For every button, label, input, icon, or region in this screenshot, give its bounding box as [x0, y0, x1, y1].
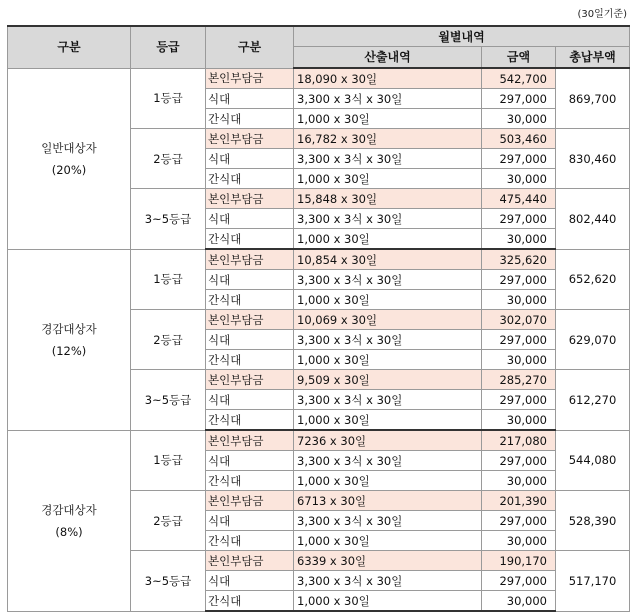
calc-cell: 1,000 x 30일 — [294, 471, 482, 491]
group-rate: (12%) — [51, 343, 87, 358]
item-cell: 간식대 — [206, 410, 294, 431]
amount-cell: 190,170 — [482, 551, 556, 571]
grade-cell: 2등급 — [131, 129, 206, 189]
total-cell: 830,460 — [556, 129, 630, 189]
calc-cell: 1,000 x 30일 — [294, 350, 482, 370]
item-cell: 식대 — [206, 511, 294, 531]
group-name: 경감대상자 — [41, 502, 97, 517]
header-calc: 산출내역 — [294, 47, 482, 69]
amount-cell: 30,000 — [482, 169, 556, 189]
calc-cell: 18,090 x 30일 — [294, 68, 482, 89]
item-cell: 본인부담금 — [206, 129, 294, 149]
calc-cell: 6713 x 30일 — [294, 491, 482, 511]
table-row — [8, 249, 630, 270]
calc-cell: 1,000 x 30일 — [294, 109, 482, 129]
grade-cell: 1등급 — [131, 249, 206, 310]
item-cell: 식대 — [206, 149, 294, 169]
group-rate: (8%) — [55, 524, 83, 539]
amount-cell: 297,000 — [482, 390, 556, 410]
amount-cell: 30,000 — [482, 591, 556, 612]
amount-cell: 297,000 — [482, 330, 556, 350]
header-total: 총납부액 — [556, 47, 630, 69]
amount-cell: 297,000 — [482, 451, 556, 471]
item-cell: 간식대 — [206, 471, 294, 491]
header-category: 구분 — [8, 26, 131, 68]
amount-cell: 217,080 — [482, 430, 556, 451]
amount-cell: 302,070 — [482, 310, 556, 330]
item-cell: 식대 — [206, 89, 294, 109]
item-cell: 간식대 — [206, 109, 294, 129]
amount-cell: 297,000 — [482, 571, 556, 591]
calc-cell: 1,000 x 30일 — [294, 229, 482, 250]
grade-cell: 2등급 — [131, 491, 206, 551]
group-rate: (20%) — [51, 162, 87, 177]
amount-cell: 503,460 — [482, 129, 556, 149]
item-cell: 본인부담금 — [206, 430, 294, 451]
calc-cell: 3,300 x 3식 x 30일 — [294, 390, 482, 410]
calc-cell: 1,000 x 30일 — [294, 169, 482, 189]
item-cell: 식대 — [206, 209, 294, 229]
item-cell: 식대 — [206, 270, 294, 290]
total-cell: 517,170 — [556, 551, 630, 612]
total-cell: 528,390 — [556, 491, 630, 551]
total-cell: 869,700 — [556, 68, 630, 129]
amount-cell: 30,000 — [482, 471, 556, 491]
calc-cell: 9,509 x 30일 — [294, 370, 482, 390]
calc-cell: 1,000 x 30일 — [294, 591, 482, 612]
amount-cell: 30,000 — [482, 229, 556, 250]
amount-cell: 475,440 — [482, 189, 556, 209]
total-cell: 652,620 — [556, 249, 630, 310]
calc-cell: 10,854 x 30일 — [294, 249, 482, 270]
amount-cell: 297,000 — [482, 270, 556, 290]
item-cell: 간식대 — [206, 229, 294, 250]
amount-cell: 30,000 — [482, 410, 556, 431]
amount-cell: 297,000 — [482, 149, 556, 169]
calc-cell: 1,000 x 30일 — [294, 531, 482, 551]
group-name: 경감대상자 — [41, 321, 97, 336]
calc-cell: 7236 x 30일 — [294, 430, 482, 451]
amount-cell: 297,000 — [482, 89, 556, 109]
calc-cell: 1,000 x 30일 — [294, 410, 482, 431]
amount-cell: 30,000 — [482, 531, 556, 551]
total-cell: 802,440 — [556, 189, 630, 250]
grade-cell: 2등급 — [131, 310, 206, 370]
calc-cell: 10,069 x 30일 — [294, 310, 482, 330]
group-cell — [8, 430, 131, 611]
group-name: 일반대상자 — [41, 140, 97, 155]
amount-cell: 285,270 — [482, 370, 556, 390]
item-cell: 식대 — [206, 451, 294, 471]
group-cell — [8, 249, 131, 430]
table-row — [8, 68, 630, 89]
total-cell: 544,080 — [556, 430, 630, 491]
calc-cell: 1,000 x 30일 — [294, 290, 482, 310]
calc-cell: 3,300 x 3식 x 30일 — [294, 209, 482, 229]
item-cell: 간식대 — [206, 531, 294, 551]
amount-cell: 542,700 — [482, 68, 556, 89]
item-cell: 본인부담금 — [206, 310, 294, 330]
amount-cell: 297,000 — [482, 209, 556, 229]
item-cell: 본인부담금 — [206, 551, 294, 571]
amount-cell: 325,620 — [482, 249, 556, 270]
calc-cell: 16,782 x 30일 — [294, 129, 482, 149]
grade-cell: 3~5등급 — [131, 189, 206, 250]
amount-cell: 30,000 — [482, 109, 556, 129]
header-grade: 등급 — [131, 26, 206, 68]
calc-cell: 3,300 x 3식 x 30일 — [294, 451, 482, 471]
item-cell: 본인부담금 — [206, 189, 294, 209]
basis-note: (30일기준) — [577, 9, 627, 20]
calc-cell: 15,848 x 30일 — [294, 189, 482, 209]
item-cell: 본인부담금 — [206, 491, 294, 511]
amount-cell: 30,000 — [482, 290, 556, 310]
calc-cell: 3,300 x 3식 x 30일 — [294, 149, 482, 169]
item-cell: 본인부담금 — [206, 68, 294, 89]
table-body — [8, 68, 630, 611]
calc-cell: 3,300 x 3식 x 30일 — [294, 571, 482, 591]
item-cell: 식대 — [206, 571, 294, 591]
item-cell: 식대 — [206, 390, 294, 410]
item-cell: 간식대 — [206, 169, 294, 189]
amount-cell: 30,000 — [482, 350, 556, 370]
grade-cell: 3~5등급 — [131, 370, 206, 431]
calc-cell: 3,300 x 3식 x 30일 — [294, 89, 482, 109]
grade-cell: 1등급 — [131, 68, 206, 129]
header-item: 구분 — [206, 26, 294, 68]
table-row — [8, 430, 630, 451]
calc-cell: 3,300 x 3식 x 30일 — [294, 511, 482, 531]
calc-cell: 3,300 x 3식 x 30일 — [294, 330, 482, 350]
item-cell: 간식대 — [206, 290, 294, 310]
grade-cell: 3~5등급 — [131, 551, 206, 612]
item-cell: 본인부담금 — [206, 249, 294, 270]
calc-cell: 3,300 x 3식 x 30일 — [294, 270, 482, 290]
calc-cell: 6339 x 30일 — [294, 551, 482, 571]
item-cell: 식대 — [206, 330, 294, 350]
item-cell: 본인부담금 — [206, 370, 294, 390]
table-header — [8, 26, 630, 68]
amount-cell: 297,000 — [482, 511, 556, 531]
header-monthly: 월별내역 — [294, 26, 630, 47]
amount-cell: 201,390 — [482, 491, 556, 511]
header-amount: 금액 — [482, 47, 556, 69]
total-cell: 612,270 — [556, 370, 630, 431]
item-cell: 간식대 — [206, 591, 294, 612]
group-cell — [8, 68, 131, 249]
fee-table — [7, 25, 630, 612]
item-cell: 간식대 — [206, 350, 294, 370]
grade-cell: 1등급 — [131, 430, 206, 491]
total-cell: 629,070 — [556, 310, 630, 370]
